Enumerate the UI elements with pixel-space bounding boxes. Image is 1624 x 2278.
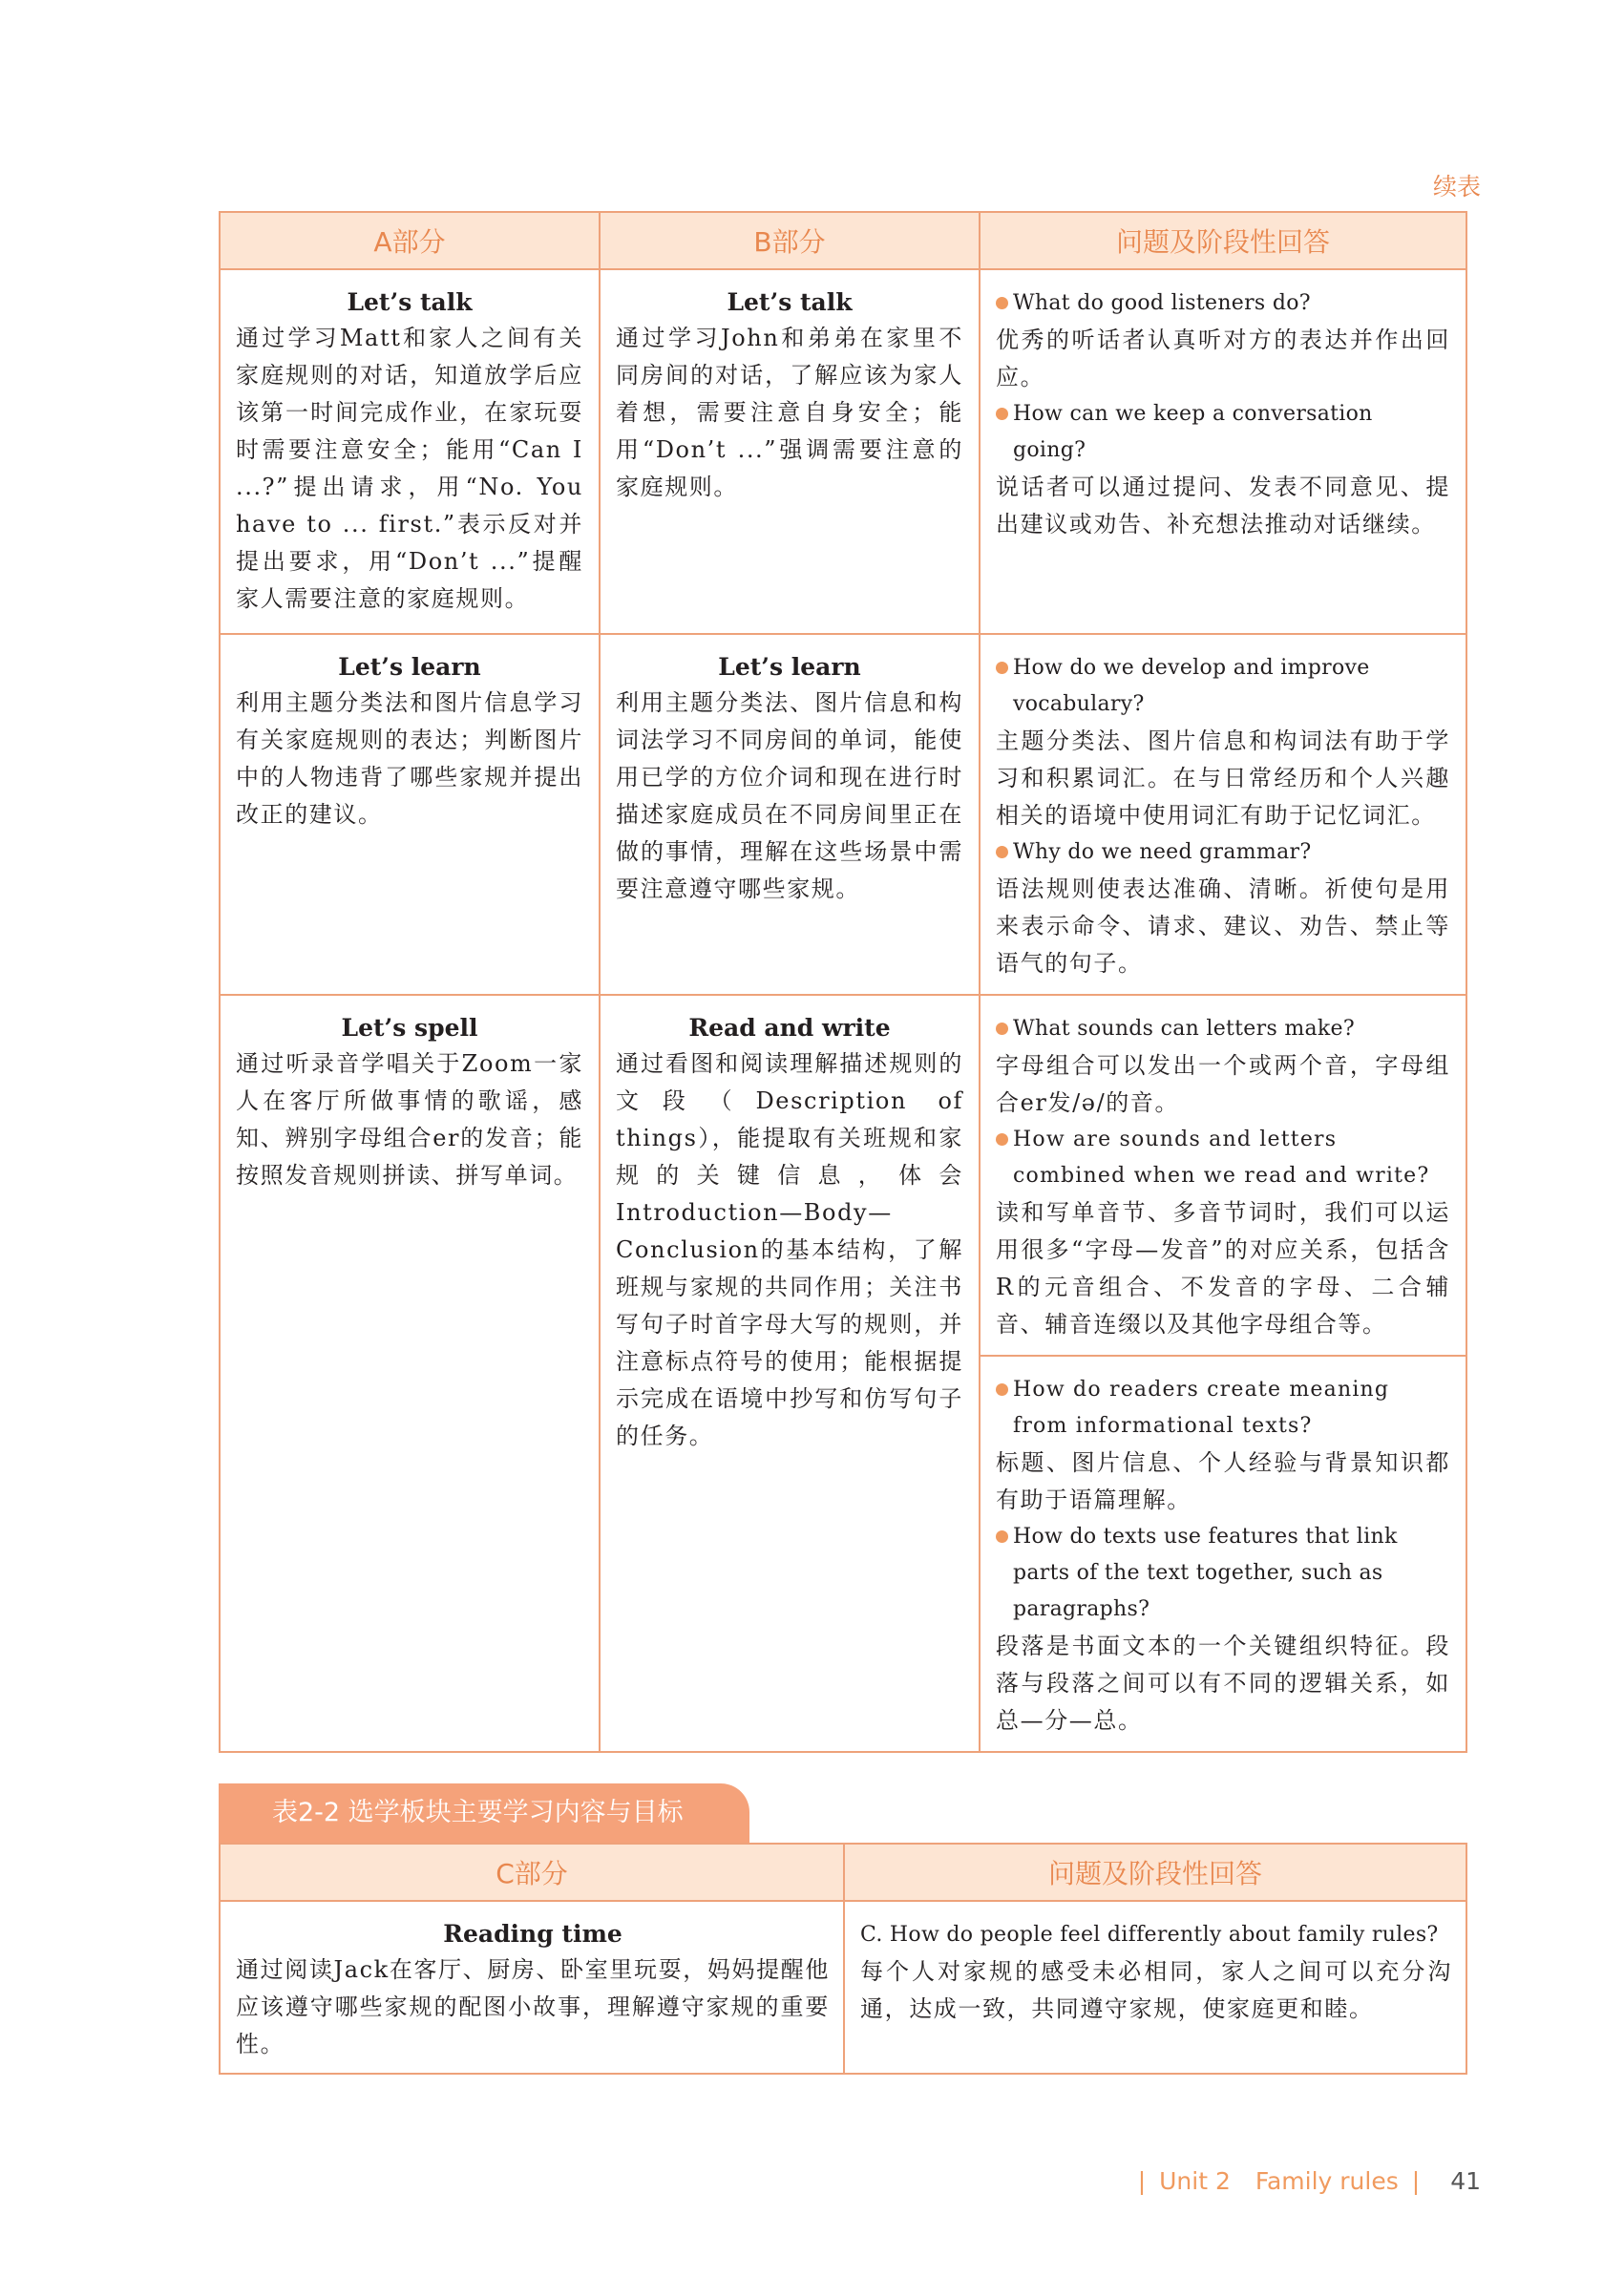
qa-cell [980, 269, 1466, 634]
answer: 标题、图片信息、个人经验与背景知识都有助于语篇理解。 [996, 1449, 1450, 1513]
part-b-cell [600, 269, 980, 634]
answer: 优秀的听话者认真听对方的表达并作出回应。 [996, 327, 1450, 390]
table-row [220, 269, 1466, 634]
footer-title: Family rules [1255, 2167, 1399, 2195]
table-header-row [220, 1844, 1466, 1901]
answer: 读和写单音节、多音节词时，我们可以运用很多“字母—发音”的对应关系，包括含R的元音组合、不发音的字母、二合辅音、辅音连缀以及其他字母组合等。 [996, 1199, 1450, 1338]
qa-cell [980, 634, 1466, 995]
section-title: Let’s learn [338, 653, 481, 681]
table-header-row [220, 212, 1466, 269]
bullet-dot-icon [996, 846, 1008, 858]
question: What sounds can letters make? [996, 1011, 1450, 1047]
footer-divider: | [1411, 2167, 1421, 2195]
question: How are sounds and letters combined when we read and write? [996, 1122, 1450, 1194]
question: How do readers create meaning from informational texts? [996, 1372, 1450, 1445]
footer-divider: | [1137, 2167, 1147, 2195]
question: Why do we need grammar? [996, 834, 1450, 871]
table-row [220, 1901, 1466, 2074]
section-description: 通过学习John和弟弟在家里不同房间的对话，了解应该为家人着想，需要注意自身安全；能用“Don’t ...”强调需要注意的家庭规则。 [616, 325, 963, 500]
header-questions: 问题及阶段性回答 [980, 212, 1466, 269]
header-questions: 问题及阶段性回答 [844, 1844, 1466, 1901]
bullet-dot-icon [996, 297, 1008, 309]
section-title: Read and write [688, 1014, 891, 1042]
answer: 主题分类法、图片信息和构词法有助于学习和积累词汇。在与日常经历和个人兴趣相关的语境中使用词汇有助于记忆词汇。 [996, 728, 1450, 829]
section-description: 利用主题分类法、图片信息和构词法学习不同房间的单词，能使用已学的方位介词和现在进行时描述家庭成员在不同房间里正在做的事情，理解在这些场景中需要注意遵守哪些家规。 [616, 689, 963, 902]
question: How do texts use features that link parts of the text together, such as paragraphs? [996, 1519, 1450, 1628]
part-a-cell [220, 995, 600, 1752]
part-b-cell [600, 995, 980, 1752]
bullet-dot-icon [996, 1133, 1008, 1146]
content-table-continued [219, 211, 1467, 1753]
footer-unit: Unit 2 [1159, 2167, 1231, 2195]
bullet-dot-icon [996, 1023, 1008, 1035]
table-row [220, 634, 1466, 995]
section-title: Reading time [443, 1920, 622, 1948]
bullet-dot-icon [996, 1530, 1008, 1543]
section-description: 通过看图和阅读理解描述规则的文段（Description of things），能提取有关班规和家规的关键信息，体会Introduction—Body—Conclusion的基本结构，了解班规与家规的共同作用；关注书写句子时首字母大写的规则，并注意标点符号的使用；能根据提示完成在语境中抄写和仿写句子的任务。 [616, 1050, 963, 1449]
header-part-c: C部分 [220, 1844, 844, 1901]
answer: 语法规则使表达准确、清晰。祈使句是用来表示命令、请求、建议、劝告、禁止等语气的句子。 [996, 875, 1450, 977]
section-title: Let’s talk [347, 288, 473, 316]
answer: 字母组合可以发出一个或两个音，字母组合er发/ə/的音。 [996, 1052, 1450, 1116]
table-row [220, 995, 1466, 1356]
part-c-cell [220, 1901, 844, 2074]
question: How do we develop and improve vocabulary? [996, 650, 1450, 723]
qa-cell [980, 1356, 1466, 1752]
section-title: Let’s talk [727, 288, 853, 316]
table-caption: 表2-2 选学板块主要学习内容与目标 [219, 1783, 749, 1843]
section-title: Let’s learn [718, 653, 861, 681]
header-part-a: A部分 [220, 212, 600, 269]
qa-cell [980, 995, 1466, 1356]
section-title: Let’s spell [341, 1014, 478, 1042]
bullet-dot-icon [996, 662, 1008, 674]
continued-label: 续表 [1432, 173, 1481, 200]
part-a-cell [220, 634, 600, 995]
question: C. How do people feel differently about family rules? [860, 1923, 1439, 1947]
content-table-optional [219, 1843, 1467, 2075]
answer: 每个人对家规的感受未必相同，家人之间可以充分沟通，达成一致，共同遵守家规，使家庭更和睦。 [860, 1958, 1452, 2022]
qa-cell [844, 1901, 1466, 2074]
section-description: 通过学习Matt和家人之间有关家庭规则的对话，知道放学后应该第一时间完成作业，在家玩耍时需要注意安全；能用“Can I ...?”提出请求，用“No. You have to ... first.”表示反对并提出要求，用“Don’t ...”提醒家人需要注意的家庭规则。 [236, 325, 583, 612]
answer: 段落是书面文本的一个关键组织特征。段落与段落之间可以有不同的逻辑关系，如总—分—总。 [996, 1633, 1450, 1734]
page-footer [1125, 2167, 1481, 2195]
part-a-cell [220, 269, 600, 634]
bullet-dot-icon [996, 408, 1008, 420]
question: What do good listeners do? [996, 285, 1450, 322]
bullet-dot-icon [996, 1383, 1008, 1396]
part-b-cell [600, 634, 980, 995]
section-description: 通过听录音学唱关于Zoom一家人在客厅所做事情的歌谣，感知、辨别字母组合er的发音；能按照发音规则拼读、拼写单词。 [236, 1050, 583, 1189]
section-description: 利用主题分类法和图片信息学习有关家庭规则的表达；判断图片中的人物违背了哪些家规并提出改正的建议。 [236, 689, 583, 828]
section-description: 通过阅读Jack在客厅、厨房、卧室里玩耍，妈妈提醒他应该遵守哪些家规的配图小故事，理解遵守家规的重要性。 [236, 1956, 830, 2057]
question: How can we keep a conversation going? [996, 396, 1450, 469]
answer: 说话者可以通过提问、发表不同意见、提出建议或劝告、补充想法推动对话继续。 [996, 474, 1450, 538]
header-part-b: B部分 [600, 212, 980, 269]
page-number: 41 [1450, 2167, 1481, 2195]
